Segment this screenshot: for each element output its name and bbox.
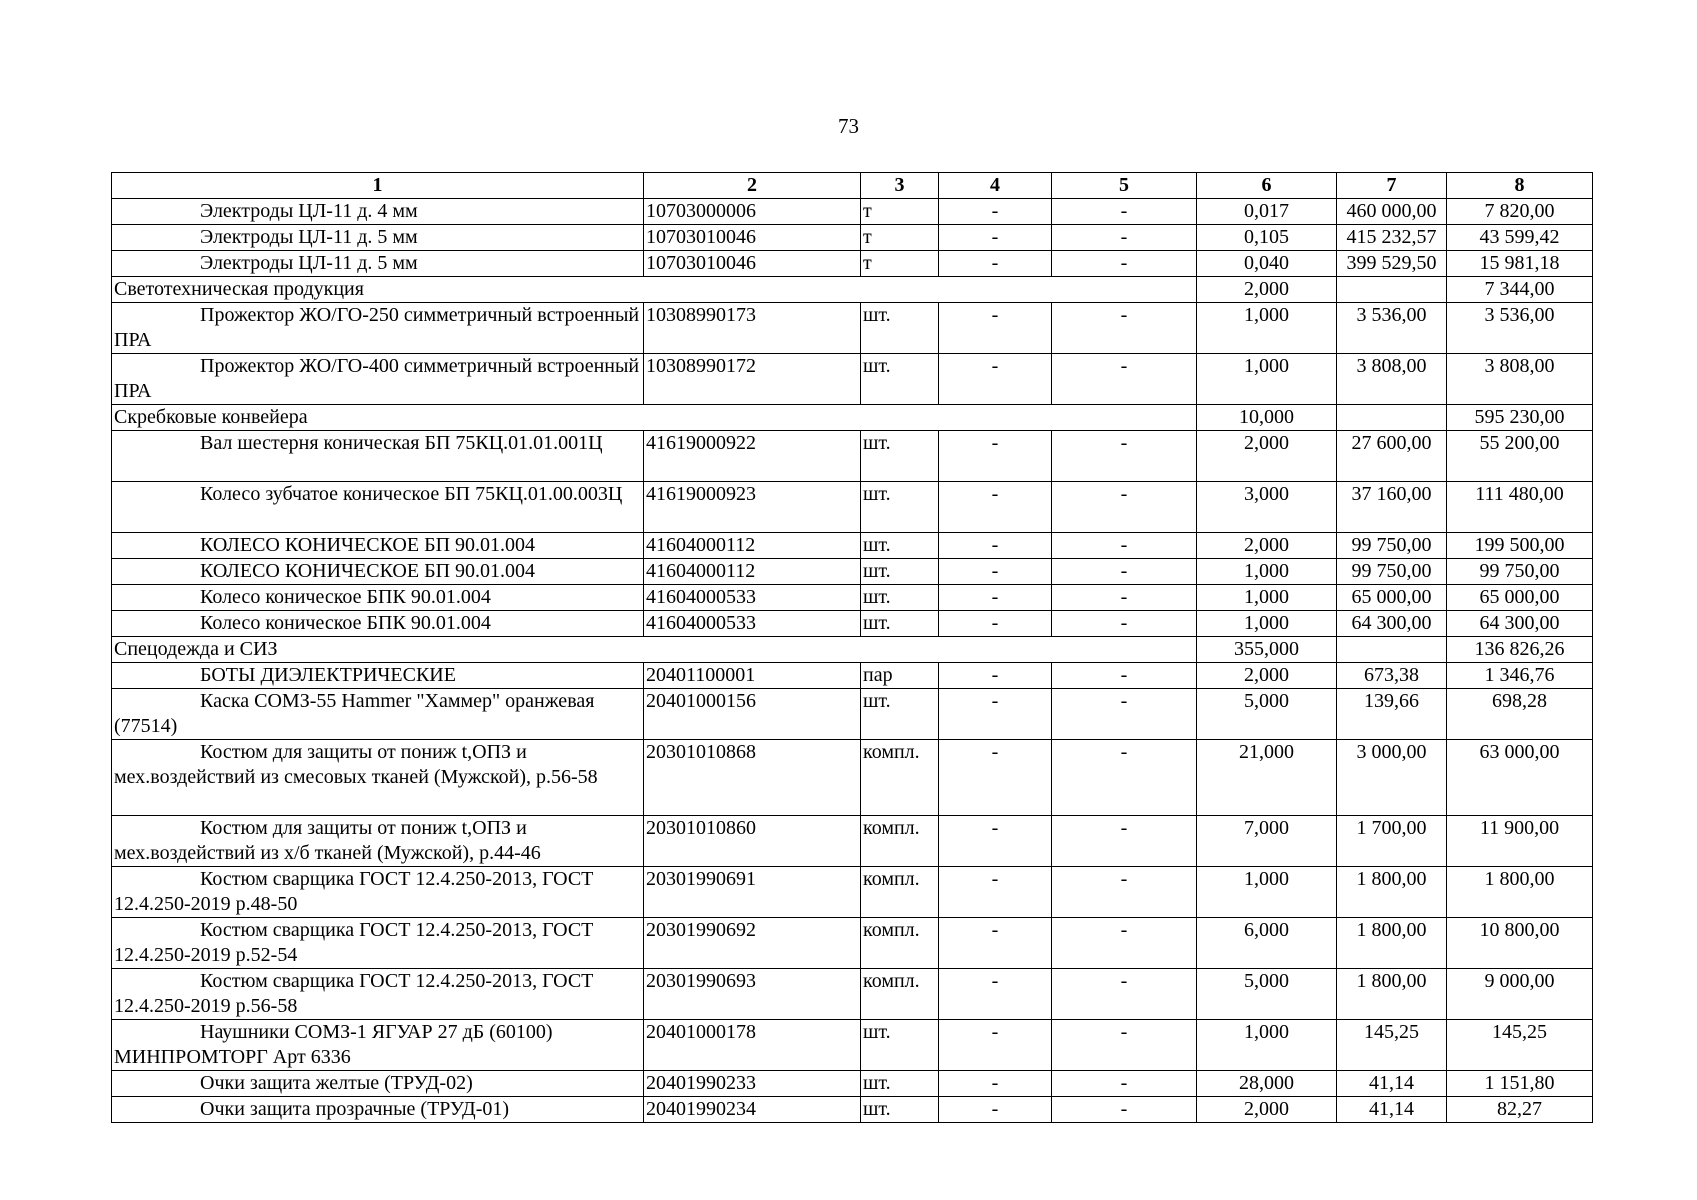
item-name: Вал шестерня коническая БП 75КЦ.01.01.001Ц bbox=[200, 432, 603, 454]
item-name-cell bbox=[112, 1097, 644, 1123]
item-quantity: 0,017 bbox=[1197, 199, 1337, 225]
table-row bbox=[112, 689, 1593, 740]
item-col-5: - bbox=[1052, 251, 1197, 277]
item-col-4: - bbox=[939, 559, 1052, 585]
item-price: 37 160,00 bbox=[1337, 482, 1447, 533]
item-unit: компл. bbox=[861, 867, 939, 918]
item-price: 3 000,00 bbox=[1337, 740, 1447, 816]
item-sum: 199 500,00 bbox=[1447, 533, 1593, 559]
item-name-cell bbox=[112, 199, 644, 225]
item-code: 10308990172 bbox=[644, 354, 861, 405]
item-price: 1 800,00 bbox=[1337, 867, 1447, 918]
item-price: 3 536,00 bbox=[1337, 303, 1447, 354]
item-name: Очки защита прозрачные (ТРУД-01) bbox=[200, 1098, 510, 1120]
item-col-4: - bbox=[939, 816, 1052, 867]
item-name-cell bbox=[112, 816, 644, 867]
item-price: 99 750,00 bbox=[1337, 533, 1447, 559]
item-quantity: 3,000 bbox=[1197, 482, 1337, 533]
group-quantity: 10,000 bbox=[1197, 405, 1337, 431]
group-sum: 136 826,26 bbox=[1447, 637, 1593, 663]
item-price: 1 800,00 bbox=[1337, 969, 1447, 1020]
item-col-5: - bbox=[1052, 482, 1197, 533]
item-code: 10703000006 bbox=[644, 199, 861, 225]
item-col-4: - bbox=[939, 740, 1052, 816]
item-price: 64 300,00 bbox=[1337, 611, 1447, 637]
item-quantity: 2,000 bbox=[1197, 431, 1337, 482]
page-number: 73 bbox=[838, 114, 859, 138]
item-name-cell bbox=[112, 1020, 644, 1071]
group-row bbox=[112, 637, 1593, 663]
item-name-cell bbox=[112, 354, 644, 405]
item-unit: т bbox=[861, 251, 939, 277]
item-quantity: 7,000 bbox=[1197, 816, 1337, 867]
item-sum: 43 599,42 bbox=[1447, 225, 1593, 251]
item-name: Прожектор ЖО/ГО-400 симметричный встроенный ПРА bbox=[114, 355, 640, 402]
table-row bbox=[112, 533, 1593, 559]
item-quantity: 1,000 bbox=[1197, 867, 1337, 918]
header-col-4: 4 bbox=[939, 173, 1052, 199]
item-sum: 698,28 bbox=[1447, 689, 1593, 740]
item-sum: 65 000,00 bbox=[1447, 585, 1593, 611]
item-col-5: - bbox=[1052, 225, 1197, 251]
item-col-4: - bbox=[939, 482, 1052, 533]
group-quantity: 355,000 bbox=[1197, 637, 1337, 663]
item-name: Очки защита желтые (ТРУД-02) bbox=[200, 1072, 473, 1094]
table-row bbox=[112, 482, 1593, 533]
item-col-4: - bbox=[939, 1020, 1052, 1071]
item-col-5: - bbox=[1052, 867, 1197, 918]
item-code: 20401100001 bbox=[644, 663, 861, 689]
table-row bbox=[112, 559, 1593, 585]
item-sum: 10 800,00 bbox=[1447, 918, 1593, 969]
item-name-cell bbox=[112, 969, 644, 1020]
item-unit: шт. bbox=[861, 482, 939, 533]
item-name: Костюм для защиты от пониж t,ОПЗ и мех.воздействий из смесовых тканей (Мужской), р.56-58 bbox=[114, 741, 598, 788]
item-name-cell bbox=[112, 867, 644, 918]
item-col-5: - bbox=[1052, 816, 1197, 867]
item-name-cell bbox=[112, 1071, 644, 1097]
item-name: Электроды ЦЛ-11 д. 5 мм bbox=[200, 252, 418, 274]
item-code: 41619000922 bbox=[644, 431, 861, 482]
table-row bbox=[112, 354, 1593, 405]
item-price: 65 000,00 bbox=[1337, 585, 1447, 611]
item-col-4: - bbox=[939, 1071, 1052, 1097]
item-unit: компл. bbox=[861, 740, 939, 816]
item-col-4: - bbox=[939, 969, 1052, 1020]
item-sum: 11 900,00 bbox=[1447, 816, 1593, 867]
item-quantity: 0,105 bbox=[1197, 225, 1337, 251]
item-code: 41604000533 bbox=[644, 611, 861, 637]
item-col-4: - bbox=[939, 585, 1052, 611]
item-sum: 82,27 bbox=[1447, 1097, 1593, 1123]
item-col-4: - bbox=[939, 533, 1052, 559]
item-unit: шт. bbox=[861, 354, 939, 405]
header-col-1: 1 bbox=[112, 173, 644, 199]
item-col-5: - bbox=[1052, 431, 1197, 482]
table-row bbox=[112, 1097, 1593, 1123]
item-unit: шт. bbox=[861, 1097, 939, 1123]
item-unit: шт. bbox=[861, 1071, 939, 1097]
item-price: 99 750,00 bbox=[1337, 559, 1447, 585]
group-price-empty bbox=[1337, 405, 1447, 431]
item-col-5: - bbox=[1052, 199, 1197, 225]
item-price: 27 600,00 bbox=[1337, 431, 1447, 482]
item-name: Костюм сварщика ГОСТ 12.4.250-2013, ГОСТ 12.4.250-2019 р.48-50 bbox=[114, 868, 594, 915]
item-col-5: - bbox=[1052, 559, 1197, 585]
item-quantity: 21,000 bbox=[1197, 740, 1337, 816]
item-col-4: - bbox=[939, 225, 1052, 251]
header-col-8: 8 bbox=[1447, 173, 1593, 199]
table-row bbox=[112, 585, 1593, 611]
table-row bbox=[112, 1020, 1593, 1071]
item-quantity: 1,000 bbox=[1197, 1020, 1337, 1071]
item-col-4: - bbox=[939, 689, 1052, 740]
item-quantity: 2,000 bbox=[1197, 533, 1337, 559]
group-sum: 7 344,00 bbox=[1447, 277, 1593, 303]
item-col-4: - bbox=[939, 199, 1052, 225]
item-col-5: - bbox=[1052, 303, 1197, 354]
item-name-cell bbox=[112, 303, 644, 354]
item-col-5: - bbox=[1052, 611, 1197, 637]
table-row bbox=[112, 816, 1593, 867]
table-body bbox=[112, 199, 1593, 1123]
table-row bbox=[112, 1071, 1593, 1097]
item-code: 20301010868 bbox=[644, 740, 861, 816]
item-name-cell bbox=[112, 918, 644, 969]
group-name: Спецодежда и СИЗ bbox=[112, 637, 1197, 663]
item-code: 10703010046 bbox=[644, 225, 861, 251]
item-sum: 64 300,00 bbox=[1447, 611, 1593, 637]
item-quantity: 2,000 bbox=[1197, 663, 1337, 689]
item-col-4: - bbox=[939, 431, 1052, 482]
item-price: 673,38 bbox=[1337, 663, 1447, 689]
table-row bbox=[112, 918, 1593, 969]
item-unit: компл. bbox=[861, 816, 939, 867]
item-sum: 3 808,00 bbox=[1447, 354, 1593, 405]
item-code: 20301990693 bbox=[644, 969, 861, 1020]
item-sum: 111 480,00 bbox=[1447, 482, 1593, 533]
header-col-5: 5 bbox=[1052, 173, 1197, 199]
item-col-5: - bbox=[1052, 969, 1197, 1020]
item-sum: 1 346,76 bbox=[1447, 663, 1593, 689]
item-name-cell bbox=[112, 225, 644, 251]
item-unit: компл. bbox=[861, 918, 939, 969]
item-name-cell bbox=[112, 251, 644, 277]
item-sum: 99 750,00 bbox=[1447, 559, 1593, 585]
item-col-4: - bbox=[939, 354, 1052, 405]
group-quantity: 2,000 bbox=[1197, 277, 1337, 303]
item-unit: шт. bbox=[861, 1020, 939, 1071]
table-row bbox=[112, 867, 1593, 918]
item-sum: 145,25 bbox=[1447, 1020, 1593, 1071]
item-price: 145,25 bbox=[1337, 1020, 1447, 1071]
item-quantity: 1,000 bbox=[1197, 354, 1337, 405]
item-name: Колесо зубчатое коническое БП 75КЦ.01.00.003Ц bbox=[200, 483, 623, 505]
table-row bbox=[112, 251, 1593, 277]
item-unit: шт. bbox=[861, 303, 939, 354]
item-name: КОЛЕСО КОНИЧЕСКОЕ БП 90.01.004 bbox=[200, 560, 536, 582]
item-col-4: - bbox=[939, 918, 1052, 969]
table-row bbox=[112, 663, 1593, 689]
item-col-5: - bbox=[1052, 740, 1197, 816]
item-code: 10703010046 bbox=[644, 251, 861, 277]
item-price: 399 529,50 bbox=[1337, 251, 1447, 277]
item-quantity: 1,000 bbox=[1197, 303, 1337, 354]
item-name-cell bbox=[112, 559, 644, 585]
item-name-cell bbox=[112, 431, 644, 482]
header-col-3: 3 bbox=[861, 173, 939, 199]
item-code: 20401990233 bbox=[644, 1071, 861, 1097]
item-price: 1 700,00 bbox=[1337, 816, 1447, 867]
item-price: 41,14 bbox=[1337, 1071, 1447, 1097]
item-code: 41619000923 bbox=[644, 482, 861, 533]
item-quantity: 1,000 bbox=[1197, 611, 1337, 637]
item-quantity: 6,000 bbox=[1197, 918, 1337, 969]
item-sum: 3 536,00 bbox=[1447, 303, 1593, 354]
group-price-empty bbox=[1337, 277, 1447, 303]
group-sum: 595 230,00 bbox=[1447, 405, 1593, 431]
item-name-cell bbox=[112, 611, 644, 637]
item-code: 41604000533 bbox=[644, 585, 861, 611]
item-unit: т bbox=[861, 199, 939, 225]
table-row bbox=[112, 431, 1593, 482]
table-row bbox=[112, 303, 1593, 354]
group-price-empty bbox=[1337, 637, 1447, 663]
item-sum: 55 200,00 bbox=[1447, 431, 1593, 482]
item-col-4: - bbox=[939, 611, 1052, 637]
item-unit: шт. bbox=[861, 431, 939, 482]
item-col-5: - bbox=[1052, 1071, 1197, 1097]
item-quantity: 1,000 bbox=[1197, 585, 1337, 611]
item-col-5: - bbox=[1052, 918, 1197, 969]
item-code: 41604000112 bbox=[644, 533, 861, 559]
item-code: 20401000156 bbox=[644, 689, 861, 740]
item-unit: шт. bbox=[861, 611, 939, 637]
item-quantity: 1,000 bbox=[1197, 559, 1337, 585]
item-sum: 1 151,80 bbox=[1447, 1071, 1593, 1097]
materials-table bbox=[111, 172, 1593, 1123]
group-row bbox=[112, 405, 1593, 431]
item-sum: 63 000,00 bbox=[1447, 740, 1593, 816]
item-code: 20301010860 bbox=[644, 816, 861, 867]
item-name-cell bbox=[112, 482, 644, 533]
item-name: КОЛЕСО КОНИЧЕСКОЕ БП 90.01.004 bbox=[200, 534, 536, 556]
item-name: Колесо коническое БПК 90.01.004 bbox=[200, 586, 491, 608]
item-code: 20401000178 bbox=[644, 1020, 861, 1071]
item-col-4: - bbox=[939, 251, 1052, 277]
item-unit: компл. bbox=[861, 969, 939, 1020]
item-name-cell bbox=[112, 663, 644, 689]
header-col-7: 7 bbox=[1337, 173, 1447, 199]
item-name-cell bbox=[112, 740, 644, 816]
table-row bbox=[112, 199, 1593, 225]
item-col-5: - bbox=[1052, 585, 1197, 611]
table-row bbox=[112, 969, 1593, 1020]
item-code: 20401990234 bbox=[644, 1097, 861, 1123]
item-unit: шт. bbox=[861, 689, 939, 740]
item-name: Костюм сварщика ГОСТ 12.4.250-2013, ГОСТ 12.4.250-2019 р.56-58 bbox=[114, 970, 594, 1017]
item-quantity: 2,000 bbox=[1197, 1097, 1337, 1123]
item-sum: 7 820,00 bbox=[1447, 199, 1593, 225]
item-code: 10308990173 bbox=[644, 303, 861, 354]
item-col-5: - bbox=[1052, 689, 1197, 740]
item-price: 3 808,00 bbox=[1337, 354, 1447, 405]
item-quantity: 0,040 bbox=[1197, 251, 1337, 277]
item-col-4: - bbox=[939, 1097, 1052, 1123]
item-col-5: - bbox=[1052, 1020, 1197, 1071]
header-col-6: 6 bbox=[1197, 173, 1337, 199]
table-row bbox=[112, 225, 1593, 251]
item-price: 41,14 bbox=[1337, 1097, 1447, 1123]
item-unit: шт. bbox=[861, 585, 939, 611]
item-col-4: - bbox=[939, 663, 1052, 689]
table-row bbox=[112, 611, 1593, 637]
item-price: 460 000,00 bbox=[1337, 199, 1447, 225]
item-name: Костюм для защиты от пониж t,ОПЗ и мех.воздействий из х/б тканей (Мужской), р.44-46 bbox=[114, 817, 541, 864]
item-sum: 9 000,00 bbox=[1447, 969, 1593, 1020]
item-quantity: 28,000 bbox=[1197, 1071, 1337, 1097]
item-unit: шт. bbox=[861, 559, 939, 585]
group-row bbox=[112, 277, 1593, 303]
item-col-4: - bbox=[939, 303, 1052, 354]
item-sum: 1 800,00 bbox=[1447, 867, 1593, 918]
item-price: 1 800,00 bbox=[1337, 918, 1447, 969]
header-row bbox=[112, 173, 1593, 199]
item-name: Электроды ЦЛ-11 д. 5 мм bbox=[200, 226, 418, 248]
item-code: 20301990692 bbox=[644, 918, 861, 969]
item-col-4: - bbox=[939, 867, 1052, 918]
group-name: Скребковые конвейера bbox=[112, 405, 1197, 431]
item-sum: 15 981,18 bbox=[1447, 251, 1593, 277]
item-price: 415 232,57 bbox=[1337, 225, 1447, 251]
table-row bbox=[112, 740, 1593, 816]
item-name-cell bbox=[112, 689, 644, 740]
item-name: Каска СОМЗ-55 Hammer "Хаммер" оранжевая (77514) bbox=[114, 690, 595, 737]
group-name: Светотехническая продукция bbox=[112, 277, 1197, 303]
item-col-5: - bbox=[1052, 533, 1197, 559]
item-name: Колесо коническое БПК 90.01.004 bbox=[200, 612, 491, 634]
item-quantity: 5,000 bbox=[1197, 689, 1337, 740]
item-col-5: - bbox=[1052, 1097, 1197, 1123]
item-unit: т bbox=[861, 225, 939, 251]
item-name: Электроды ЦЛ-11 д. 4 мм bbox=[200, 200, 418, 222]
item-quantity: 5,000 bbox=[1197, 969, 1337, 1020]
item-name: БОТЫ ДИЭЛЕКТРИЧЕСКИЕ bbox=[200, 664, 456, 686]
item-unit: шт. bbox=[861, 533, 939, 559]
item-code: 20301990691 bbox=[644, 867, 861, 918]
item-name-cell bbox=[112, 533, 644, 559]
item-price: 139,66 bbox=[1337, 689, 1447, 740]
header-col-2: 2 bbox=[644, 173, 861, 199]
item-name: Наушники СОМЗ-1 ЯГУАР 27 дБ (60100) МИНПРОМТОРГ Арт 6336 bbox=[114, 1021, 553, 1068]
item-unit: пар bbox=[861, 663, 939, 689]
item-col-5: - bbox=[1052, 663, 1197, 689]
item-code: 41604000112 bbox=[644, 559, 861, 585]
item-name-cell bbox=[112, 585, 644, 611]
item-name: Костюм сварщика ГОСТ 12.4.250-2013, ГОСТ 12.4.250-2019 р.52-54 bbox=[114, 919, 594, 966]
item-name: Прожектор ЖО/ГО-250 симметричный встроенный ПРА bbox=[114, 304, 640, 351]
item-col-5: - bbox=[1052, 354, 1197, 405]
